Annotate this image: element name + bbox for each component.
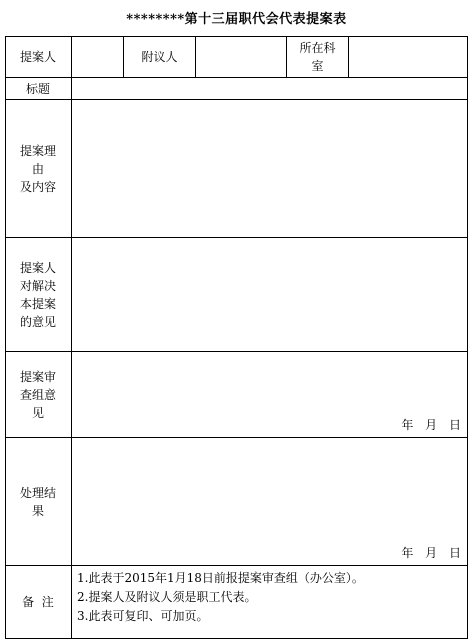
review-field[interactable] (72, 352, 468, 438)
subject-field[interactable] (72, 78, 468, 100)
remarks-label: 备 注 (5, 566, 72, 639)
proposer-label: 提案人 (5, 36, 72, 78)
proposal-form (5, 36, 468, 639)
reason-label: 提案理 由 及内容 (5, 100, 72, 238)
seconder-field[interactable] (196, 36, 287, 78)
result-field[interactable] (72, 438, 468, 566)
proposer-field[interactable] (72, 36, 124, 78)
reason-field[interactable] (72, 100, 468, 238)
note-item: 3.此表可复印、可加页。 (77, 609, 209, 623)
seconder-label: 附议人 (124, 36, 196, 78)
review-date: 年 月 日 (401, 418, 461, 432)
subject-label: 标题 (5, 78, 72, 100)
result-label: 处理结 果 (5, 438, 72, 566)
suggestion-label: 提案人 对解决 本提案 的意见 (5, 238, 72, 352)
result-date: 年 月 日 (401, 546, 461, 560)
form-title: ********第十三届职代会代表提案表 (126, 12, 347, 27)
suggestion-field[interactable] (72, 238, 468, 352)
department-label: 所在科 室 (287, 36, 349, 78)
review-label: 提案审 查组意 见 (5, 352, 72, 438)
department-field[interactable] (349, 36, 468, 78)
note-item: 2.提案人及附议人须是职工代表。 (77, 590, 257, 604)
remarks-notes (72, 566, 468, 639)
note-item: 1.此表于2015年1月18日前报提案审查组（办公室）。 (77, 571, 364, 585)
